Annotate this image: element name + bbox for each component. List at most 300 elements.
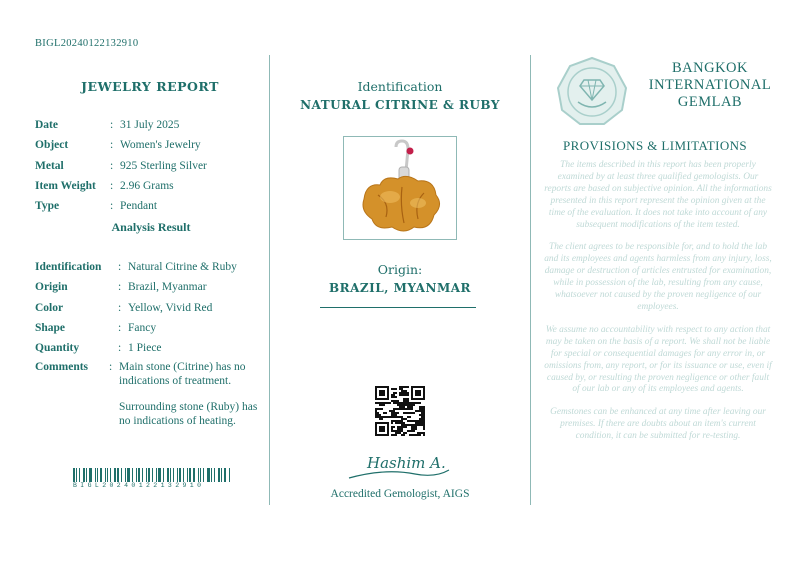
qr-module <box>403 406 405 408</box>
qr-module <box>393 426 395 428</box>
barcode-bar <box>97 468 98 482</box>
qr-module <box>399 404 401 406</box>
identification-value: NATURAL CITRINE & RUBY <box>300 98 500 112</box>
qr-module <box>401 392 403 394</box>
qr-module <box>421 416 423 418</box>
analysis-colon: : <box>118 261 122 273</box>
detail-value: 2.96 Grams <box>120 179 174 192</box>
qr-module <box>411 406 413 408</box>
qr-module <box>379 414 381 416</box>
qr-module <box>387 416 389 418</box>
qr-module <box>377 402 379 404</box>
detail-value: 925 Sterling Silver <box>120 159 207 172</box>
qr-module <box>407 394 409 396</box>
qr-module <box>417 402 419 404</box>
qr-module <box>395 422 397 424</box>
qr-module <box>397 408 399 410</box>
qr-module <box>399 408 401 410</box>
qr-code <box>375 386 425 436</box>
barcode-bar <box>173 468 174 482</box>
qr-module <box>399 426 401 428</box>
barcode-bar <box>203 468 204 482</box>
qr-module <box>423 420 425 422</box>
qr-module <box>391 428 393 430</box>
qr-module <box>419 432 421 434</box>
qr-module <box>401 408 403 410</box>
barcode-bar <box>142 468 143 482</box>
barcode-bar <box>211 468 212 482</box>
qr-module <box>407 400 409 402</box>
qr-module <box>419 406 421 408</box>
barcode-bar <box>207 468 210 482</box>
qr-module <box>401 424 403 426</box>
qr-module <box>399 432 401 434</box>
qr-module <box>423 418 425 420</box>
detail-label: Metal <box>35 159 64 172</box>
qr-module <box>403 412 405 414</box>
qr-module <box>393 410 395 412</box>
qr-module <box>409 402 411 404</box>
qr-module <box>395 414 397 416</box>
qr-module <box>403 400 405 402</box>
qr-module <box>423 428 425 430</box>
qr-module <box>405 432 407 434</box>
qr-module <box>393 412 395 414</box>
qr-module <box>415 402 417 404</box>
origin-underline <box>320 307 476 308</box>
qr-module <box>393 402 395 404</box>
qr-module <box>415 422 417 424</box>
qr-module <box>379 390 385 396</box>
qr-module <box>415 390 421 396</box>
barcode-bar <box>193 468 195 482</box>
divider-right <box>530 55 531 505</box>
qr-module <box>411 430 413 432</box>
barcode-bar <box>125 468 126 482</box>
barcode-bar <box>198 468 199 482</box>
qr-module <box>401 390 403 392</box>
qr-module <box>419 402 421 404</box>
qr-module <box>381 416 383 418</box>
qr-module <box>417 420 419 422</box>
qr-module <box>417 410 419 412</box>
qr-module <box>395 400 397 402</box>
qr-module <box>405 400 407 402</box>
qr-module <box>397 428 399 430</box>
qr-module <box>407 404 409 406</box>
qr-module <box>377 412 379 414</box>
qr-module <box>407 416 409 418</box>
qr-module <box>419 418 421 420</box>
qr-module <box>421 410 423 412</box>
qr-module <box>401 416 403 418</box>
qr-module <box>391 434 393 436</box>
barcode <box>73 468 231 482</box>
provision-paragraph: We assume no accountability with respect to any action that may be taken on the basis of a report. We shall not be liable for special or consequential damages for any error in, or omissions from, any report, or for its issuance or use, even if caused by, or resulting the proven negligence or other fault of our lab or any of its employees and agents. <box>544 324 772 395</box>
detail-row-date <box>35 118 207 138</box>
qr-module <box>403 392 405 394</box>
qr-module <box>391 430 393 432</box>
qr-module <box>379 416 381 418</box>
barcode-bar <box>148 468 150 482</box>
qr-module <box>391 412 393 414</box>
qr-module <box>397 416 399 418</box>
qr-module <box>401 434 403 436</box>
qr-module <box>407 398 409 400</box>
qr-module <box>419 414 421 416</box>
qr-module <box>399 388 401 390</box>
barcode-bar <box>187 468 188 482</box>
barcode-bar <box>110 468 111 482</box>
qr-module <box>401 422 403 424</box>
detail-label: Item Weight <box>35 179 96 192</box>
qr-module <box>401 428 403 430</box>
lab-name <box>640 60 780 111</box>
qr-module <box>405 408 407 410</box>
lab-logo <box>556 56 628 128</box>
qr-module <box>391 410 393 412</box>
qr-module <box>403 408 405 410</box>
qr-module <box>423 412 425 414</box>
barcode-bar <box>86 468 87 482</box>
qr-module <box>391 420 393 422</box>
barcode-bar <box>114 468 116 482</box>
qr-module <box>421 408 423 410</box>
qr-module <box>409 434 411 436</box>
barcode-bar <box>163 468 164 482</box>
qr-module <box>423 416 425 418</box>
qr-module <box>405 398 407 400</box>
qr-module <box>395 420 397 422</box>
qr-module <box>411 408 413 410</box>
qr-module <box>407 392 409 394</box>
barcode-bar <box>218 468 220 482</box>
qr-module <box>393 400 395 402</box>
qr-module <box>389 416 391 418</box>
barcode-bar <box>179 468 181 482</box>
qr-module <box>413 404 415 406</box>
qr-module <box>419 408 421 410</box>
qr-module <box>421 412 423 414</box>
detail-colon: : <box>110 200 114 213</box>
qr-module <box>395 412 397 414</box>
lab-name-line: BANGKOK <box>672 60 748 76</box>
qr-module <box>379 408 381 410</box>
qr-module <box>411 404 413 406</box>
analysis-row-origin <box>35 280 237 300</box>
qr-module <box>393 392 395 394</box>
details-table <box>35 118 207 219</box>
qr-module <box>411 412 413 414</box>
qr-module <box>417 432 419 434</box>
qr-module <box>381 418 383 420</box>
qr-module <box>399 392 401 394</box>
qr-module <box>413 412 415 414</box>
qr-module <box>403 432 405 434</box>
barcode-bar <box>73 468 75 482</box>
citrine-pendant-image <box>344 137 456 239</box>
detail-row-type <box>35 199 207 219</box>
qr-module <box>395 430 397 432</box>
barcode-bar <box>152 468 153 482</box>
qr-module <box>401 426 403 428</box>
signature-graphic <box>345 448 455 484</box>
barcode-bar <box>107 468 108 482</box>
qr-module <box>401 404 403 406</box>
qr-module <box>375 410 377 412</box>
qr-module <box>393 414 395 416</box>
qr-module <box>393 430 395 432</box>
qr-module <box>417 422 419 424</box>
detail-colon: : <box>110 159 114 172</box>
item-photo <box>343 136 457 240</box>
qr-module <box>377 416 379 418</box>
qr-module <box>395 392 397 394</box>
qr-module <box>403 418 405 420</box>
detail-row-object <box>35 138 207 158</box>
qr-module <box>405 392 407 394</box>
qr-module <box>381 404 383 406</box>
qr-module <box>419 410 421 412</box>
qr-module <box>423 424 425 426</box>
qr-module <box>393 420 395 422</box>
analysis-title: Analysis Result <box>111 220 191 234</box>
qr-module <box>405 426 407 428</box>
qr-module <box>409 416 411 418</box>
qr-module <box>421 414 423 416</box>
qr-module <box>405 386 407 388</box>
qr-module <box>407 408 409 410</box>
barcode-bar <box>158 468 161 482</box>
analysis-row-shape <box>35 321 237 341</box>
qr-module <box>423 432 425 434</box>
qr-module <box>407 386 409 388</box>
barcode-bar <box>177 468 178 482</box>
qr-module <box>403 424 405 426</box>
qr-module <box>403 398 405 400</box>
barcode-bar <box>224 468 226 482</box>
qr-module <box>421 418 423 420</box>
qr-module <box>413 428 415 430</box>
serial-number: BIGL20240122132910 <box>35 38 139 49</box>
comment-main-stone: Main stone (Citrine) has no indications of treatment. <box>119 361 246 387</box>
qr-module <box>403 386 405 388</box>
lab-name-line: INTERNATIONAL <box>648 77 772 93</box>
barcode-bar <box>138 468 140 482</box>
qr-module <box>397 432 399 434</box>
qr-module <box>397 420 399 422</box>
analysis-row-identification <box>35 260 237 280</box>
barcode-bar <box>83 468 85 482</box>
qr-module <box>383 404 385 406</box>
qr-module <box>399 386 401 388</box>
comments-label: Comments <box>35 361 89 373</box>
qr-module <box>407 430 409 432</box>
barcode-bar <box>156 468 157 482</box>
detail-label: Type <box>35 200 60 213</box>
qr-module <box>423 406 425 408</box>
qr-module <box>393 434 395 436</box>
analysis-label: Origin <box>35 281 68 294</box>
qr-module <box>415 410 417 412</box>
analysis-value: Fancy <box>128 321 157 334</box>
qr-module <box>379 402 381 404</box>
barcode-bar <box>221 468 222 482</box>
qr-module <box>409 408 411 410</box>
barcode-bar <box>76 468 77 482</box>
qr-module <box>381 402 383 404</box>
qr-module <box>383 416 385 418</box>
qr-module <box>405 404 407 406</box>
qr-module <box>403 404 405 406</box>
qr-module <box>413 424 415 426</box>
qr-module <box>397 402 399 404</box>
qr-module <box>405 418 407 420</box>
qr-module <box>399 394 401 396</box>
qr-module <box>391 388 393 390</box>
detail-colon: : <box>110 179 114 192</box>
qr-module <box>393 396 395 398</box>
qr-module <box>393 408 395 410</box>
qr-module <box>409 424 411 426</box>
qr-module <box>407 402 409 404</box>
comments-colon: : <box>109 361 113 373</box>
qr-module <box>409 430 411 432</box>
divider-left <box>269 55 270 505</box>
qr-module <box>405 412 407 414</box>
qr-module <box>423 426 425 428</box>
qr-module <box>375 416 377 418</box>
qr-module <box>409 404 411 406</box>
qr-module <box>395 432 397 434</box>
barcode-bar <box>136 468 137 482</box>
qr-module <box>389 410 391 412</box>
qr-module <box>413 426 415 428</box>
detail-row-item-weight <box>35 179 207 199</box>
qr-module <box>401 420 403 422</box>
analysis-row-color <box>35 301 237 321</box>
qr-module <box>377 414 379 416</box>
analysis-value: Brazil, Myanmar <box>128 281 207 294</box>
qr-module <box>415 434 417 436</box>
qr-module <box>395 408 397 410</box>
qr-module <box>403 422 405 424</box>
qr-module <box>411 434 413 436</box>
qr-module <box>413 420 415 422</box>
qr-module <box>375 414 377 416</box>
qr-module <box>393 388 395 390</box>
qr-module <box>397 422 399 424</box>
qr-module <box>391 414 393 416</box>
qr-module <box>421 420 423 422</box>
barcode-bar <box>132 468 133 482</box>
qr-module <box>391 426 393 428</box>
qr-module <box>415 424 417 426</box>
barcode-bar <box>105 468 106 482</box>
qr-module <box>413 434 415 436</box>
qr-module <box>421 406 423 408</box>
gem-seal-icon <box>556 56 628 128</box>
barcode-bar <box>167 468 169 482</box>
qr-module <box>399 422 401 424</box>
gemologist-credential: Accredited Gemologist, AIGS <box>330 488 470 500</box>
qr-module <box>385 412 387 414</box>
qr-module <box>423 414 425 416</box>
qr-module <box>391 416 393 418</box>
qr-module <box>411 426 413 428</box>
qr-module <box>405 394 407 396</box>
barcode-bar <box>89 468 92 482</box>
qr-module <box>385 402 387 404</box>
signature <box>345 448 455 484</box>
origin-label: Origin: <box>377 262 423 277</box>
qr-module <box>397 426 399 428</box>
qr-module <box>401 430 403 432</box>
qr-module <box>393 416 395 418</box>
qr-module <box>397 430 399 432</box>
qr-module <box>399 402 401 404</box>
qr-module <box>405 390 407 392</box>
qr-module <box>405 424 407 426</box>
qr-module <box>399 416 401 418</box>
qr-module <box>413 430 415 432</box>
qr-module <box>417 424 419 426</box>
provision-paragraph: The items described in this report has been properly examined by at least three qualified gemologists. Our reports are based on subjective opinion. All the informations presented in this report represent the opinion given at the time of the evaluation. It does not take into account of any subsequent modifications of the item tested. <box>544 160 772 230</box>
qr-module <box>391 400 393 402</box>
analysis-value: Yellow, Vivid Red <box>128 301 213 314</box>
qr-module <box>403 426 405 428</box>
qr-code-graphic <box>375 386 425 436</box>
qr-module <box>423 422 425 424</box>
origin-value: BRAZIL, MYANMAR <box>328 281 472 295</box>
qr-module <box>375 412 377 414</box>
qr-module <box>403 390 405 392</box>
lab-name-line: GEMLAB <box>677 94 743 110</box>
analysis-label: Identification <box>35 261 102 273</box>
qr-module <box>401 418 403 420</box>
qr-module <box>399 430 401 432</box>
qr-module <box>395 434 397 436</box>
report-title: JEWELRY REPORT <box>81 79 219 94</box>
detail-value: 31 July 2025 <box>120 119 180 131</box>
qr-module <box>395 388 397 390</box>
qr-module <box>423 434 425 436</box>
qr-module <box>375 402 377 404</box>
provisions-text <box>544 160 772 454</box>
qr-module <box>419 420 421 422</box>
barcode-bar <box>214 468 215 482</box>
analysis-label: Quantity <box>35 342 80 355</box>
qr-module <box>403 434 405 436</box>
qr-module <box>379 404 381 406</box>
barcode-bar <box>229 468 230 482</box>
qr-module <box>383 412 385 414</box>
qr-module <box>407 412 409 414</box>
qr-module <box>407 406 409 408</box>
provision-paragraph: The client agrees to be responsible for, and to hold the lab and its employees and agents harmless from any injury, loss, damage or destruction of articles entrusted for examination, while in possession of the lab, resulting from any cause, whatsoever not caused by the proven negligence of our employees. <box>544 242 772 312</box>
qr-module <box>397 412 399 414</box>
barcode-bar <box>95 468 96 482</box>
qr-module <box>419 424 421 426</box>
qr-module <box>389 402 391 404</box>
qr-module <box>419 422 421 424</box>
qr-module <box>413 402 415 404</box>
qr-module <box>391 394 393 396</box>
detail-row-metal <box>35 159 207 179</box>
barcode-bar <box>200 468 201 482</box>
qr-module <box>405 402 407 404</box>
comment-surrounding-stone: Surrounding stone (Ruby) has no indications of heating. <box>119 401 258 427</box>
